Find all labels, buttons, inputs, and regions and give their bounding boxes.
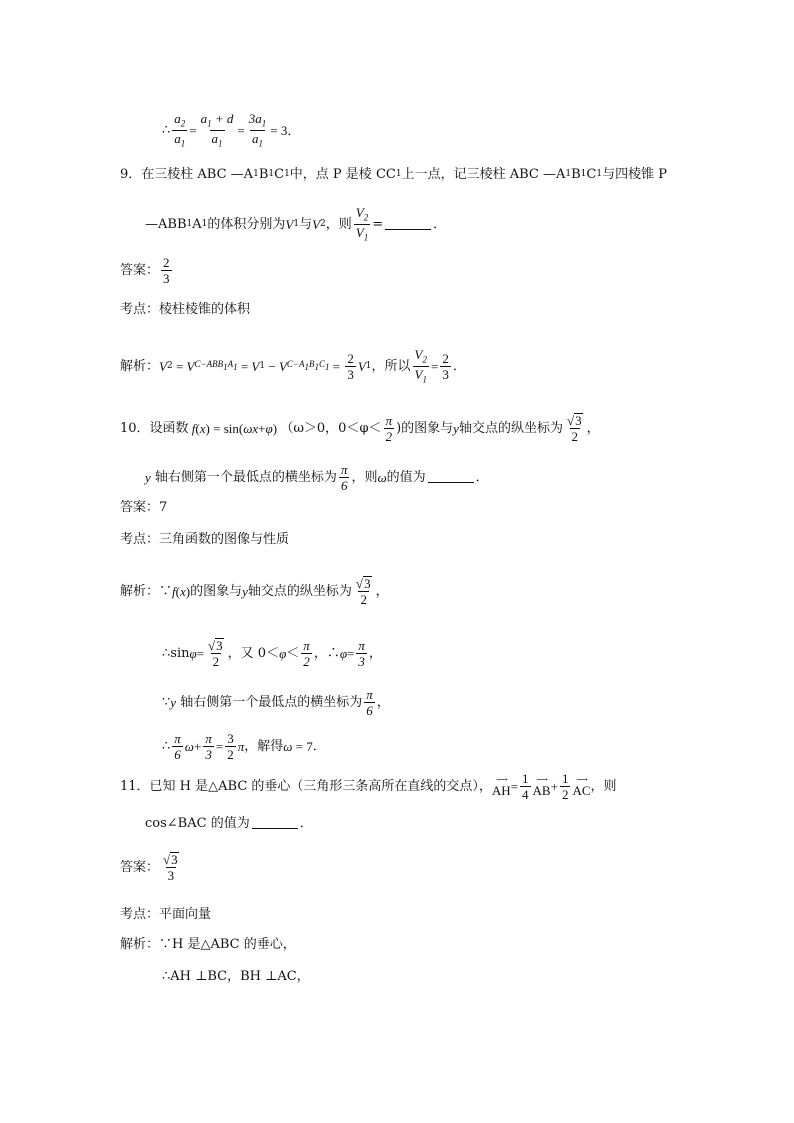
therefore-symbol: ∴ [162,122,171,138]
q10-jiexi-line2: ∴sin φ = √ 3 2 ，又 0＜ φ ＜ $\frac{\pi}{2}$ ，∴ φ = $\frac{\pi}{3}$ ， [162,637,382,669]
answer-blank [385,219,431,230]
q10-answer: 答案：7 [120,500,168,515]
vector-ab: ⟶ AB [532,775,551,798]
fraction-a2-a1: $\frac{a_2}{a_1}$ [174,111,186,149]
q11-statement-line1: 11．已知 H 是△ABC 的垂心（三角形三条高所在直线的交点）， ⟶ AH = $\frac{1}{4}$ ⟶ AB + $\frac{1}{2}$ ⟶ AC ，则 [120,771,617,802]
fraction-a1d-a1: $\frac{a_1 + d}{a_1}$ [200,111,234,149]
q11-answer: 答案： √ 3 3 [120,852,178,883]
answer-blank [252,818,298,829]
q9-kaodian: 考点：棱柱棱锥的体积 [120,302,251,317]
q10-statement-line2: y 轴右侧第一个最低点的横坐标为 $\frac{\pi}{6}$ ，则 ω 的值为 ． [145,462,489,493]
q9-jiexi: 解析： V 2 = V $C-ABB_1A_1$ = V 1 − V $C-A_1B_1C_1$ = $\frac{2}{3}$ V 1 ，所以 $\frac{V_2}{V_1}$ = $\frac{2}{3}$ ． [120,347,466,385]
q11-jiexi-line1: 解析：∵H 是△ABC 的垂心， [120,937,296,952]
q9-statement-line2: —ABB 1 A 1 的体积分别为 V 1 与 V 2 ，则 $\frac{V_2}{V_1}$ = ． [145,205,447,243]
q11-statement-line2: cos∠BAC 的值为 ． [145,816,313,831]
formula-ratio-line: ∴ $\frac{a_2}{a_1}$ = $\frac{a_1 + d}{a_1}$ = $\frac{3a_1}{a_1}$ = 3． [162,111,301,149]
result-three: = 3． [270,122,301,138]
q9-answer: 答案： $\frac{2}{3}$ [120,255,170,286]
q11-jiexi-line2: ∴AH ⊥BC，BH ⊥AC， [162,969,310,984]
q11-kaodian: 考点：平面向量 [120,907,212,922]
q10-kaodian: 考点：三角函数的图像与性质 [120,532,290,547]
q10-jiexi-line3: ∵ y 轴右侧第一个最低点的横坐标为 $\frac{\pi}{6}$ ， [162,687,390,718]
q10-statement-line1: 10．设函数 f ( x ) = sin( ωx + φ ) （ω＞0，0＜φ＜ $\frac{\pi}{2}$ )的图象与 y 轴交点的纵坐标为 √ 3 2 ， [120,412,600,444]
q10-jiexi-line4: ∴ $\frac{\pi}{6}$ ω + $\frac{\pi}{3}$ = $\frac{3}{2}$ π ，解得 ω = 7 ． [162,731,326,762]
vector-ac: ⟶ AC [572,775,591,798]
fraction-v2-v1: $\frac{V_2}{V_1}$ [355,205,369,243]
fraction-answer: $\frac{2}{3}$ [163,255,170,286]
fraction-3a1-a1: $\frac{3a_1}{a_1}$ [248,111,267,149]
answer-blank [428,472,474,483]
vector-ah: ⟶ AH [491,775,511,798]
q10-jiexi-line1: 解析：∵ f ( x ) 的图象与 y 轴交点的纵坐标为 √ 3 2 ， [120,576,389,607]
q9-statement-line1: 9． 在三棱柱 ABC —A 1 B 1 C 1 中，点 P 是棱 CC 1 上一点，记三棱柱 ABC —A 1 B 1 C 1 与四棱锥 P [120,167,667,182]
